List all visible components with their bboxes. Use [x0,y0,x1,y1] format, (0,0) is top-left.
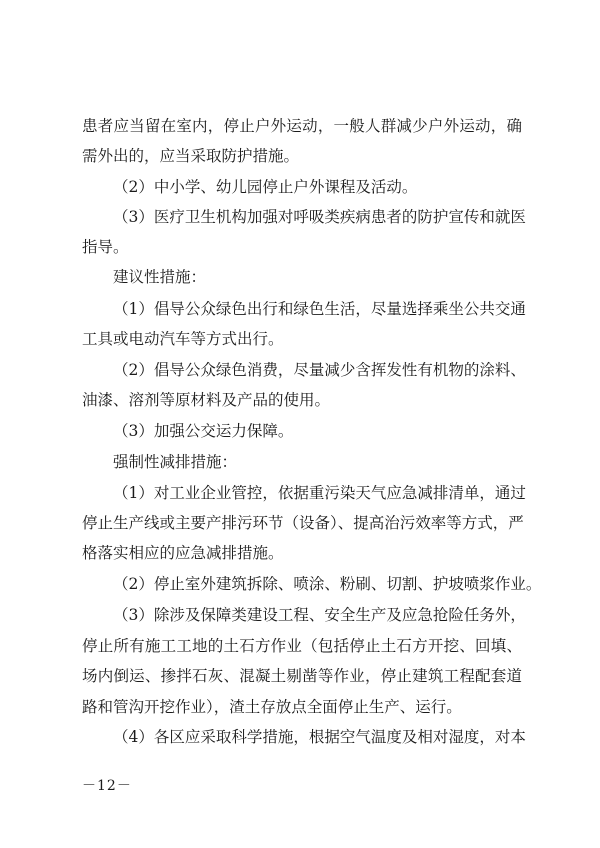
section-heading: 强制性减排措施： [113,453,238,471]
section-heading: 建议性措施： [113,268,207,286]
text-line: 油漆、溶剂等原材料及产品的使用。 [82,391,331,409]
text-line: 路和管沟开挖作业），渣土存放点全面停止生产、运行。 [82,698,462,716]
text-line: （2）停止室外建筑拆除、喷涂、粉刷、切割、护坡喷浆作业。 [113,575,542,593]
text-line: 指导。 [82,238,129,256]
text-line: （3）除涉及保障类建设工程、安全生产及应急抢险任务外， [113,606,526,624]
text-line: （1）倡导公众绿色出行和绿色生活，尽量选择乘坐公共交通 [113,300,526,318]
text-line: 患者应当留在室内，停止户外运动，一般人群减少户外运动，确 [82,117,522,135]
text-line: （2）中小学、幼儿园停止户外课程及活动。 [113,178,418,196]
text-line: 格落实相应的应急减排措施。 [82,544,284,562]
text-line: 停止生产线或主要产排污环节（设备）、提高治污效率等方式，严 [82,514,524,532]
text-line: 场内倒运、掺拌石灰、混凝土剔凿等作业，停止建筑工程配套道 [82,667,522,685]
text-line: 需外出的，应当采取防护措施。 [82,147,300,165]
text-line: （3）医疗卫生机构加强对呼吸类疾病患者的防护宣传和就医 [113,208,526,226]
text-line: （2）倡导公众绿色消费，尽量减少含挥发性有机物的涂料、 [113,361,526,379]
text-line: （4）各区应采取科学措施，根据空气温度及相对湿度，对本 [113,728,526,746]
text-line: （3）加强公交运力保障。 [113,422,294,440]
text-line: 工具或电动汽车等方式出行。 [82,330,284,348]
text-line: （1）对工业企业管控，依据重污染天气应急减排清单，通过 [113,484,526,502]
text-line: 停止所有施工工地的土石方作业（包括停止土石方开挖、回填、 [82,637,522,655]
page-number: －12－ [82,778,132,794]
